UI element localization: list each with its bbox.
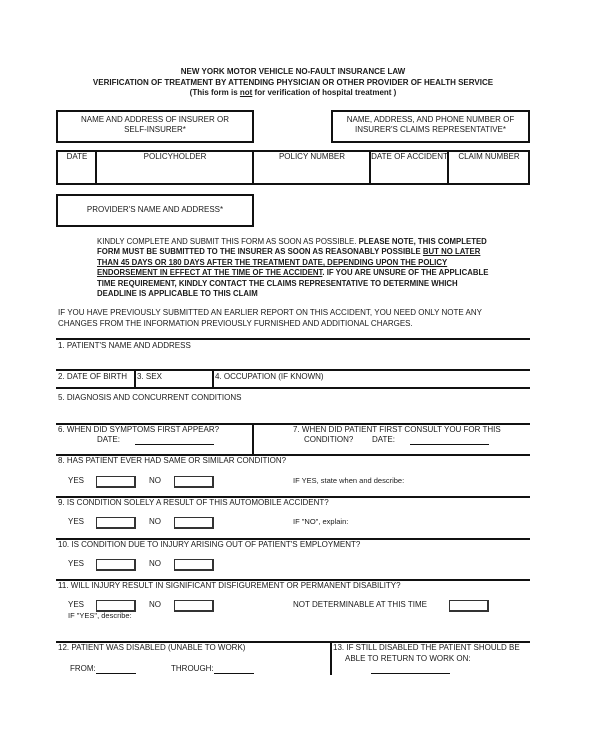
q8-no-checkbox[interactable] xyxy=(174,476,214,488)
no-label: NO xyxy=(149,600,161,609)
q10-yes-checkbox[interactable] xyxy=(96,559,136,571)
col-claim-number: CLAIM NUMBER xyxy=(458,152,520,161)
q10-no-checkbox[interactable] xyxy=(174,559,214,571)
q9-yes-checkbox[interactable] xyxy=(96,517,136,529)
q11-if-yes-label: IF "YES", describe: xyxy=(68,611,132,620)
q8-if-yes-label: IF YES, state when and describe: xyxy=(293,476,405,485)
q7-date-field[interactable] xyxy=(410,444,489,445)
q1-label: 1. PATIENT'S NAME AND ADDRESS xyxy=(58,341,191,350)
return-to-work-date-field[interactable] xyxy=(371,673,450,674)
q11-not-determinable-label: NOT DETERMINABLE AT THIS TIME xyxy=(293,600,427,609)
form-subtitle: VERIFICATION OF TREATMENT BY ATTENDING PHYSICIAN OR OTHER PROVIDER OF HEALTH SERVICE xyxy=(92,78,494,87)
q9-if-no-label: IF "NO", explain: xyxy=(293,517,349,526)
provider-field[interactable] xyxy=(56,194,254,227)
previous-report-note: CHANGES FROM THE INFORMATION PREVIOUSLY FURNISHED AND ADDITIONAL CHARGES. xyxy=(58,319,413,328)
from-date-field[interactable] xyxy=(96,673,136,674)
q13-label: 13. IF STILL DISABLED THE PATIENT SHOULD BE xyxy=(333,643,520,652)
q7-label-cont: CONDITION? xyxy=(304,435,354,444)
note-text: for verification of hospital treatment ) xyxy=(252,88,397,97)
q7-label: 7. WHEN DID PATIENT FIRST CONSULT YOU FOR THIS xyxy=(293,425,501,434)
q5-label: 5. DIAGNOSIS AND CONCURRENT CONDITIONS xyxy=(58,393,242,402)
yes-label: YES xyxy=(68,517,85,526)
q10-label: 10. IS CONDITION DUE TO INJURY ARISING OUT OF PATIENT'S EMPLOYMENT? xyxy=(58,540,361,549)
from-label: FROM: xyxy=(70,664,96,673)
through-date-field[interactable] xyxy=(214,673,254,674)
yes-label: YES xyxy=(68,559,85,568)
q7-date-label: DATE: xyxy=(372,435,395,444)
q8-label: 8. HAS PATIENT EVER HAD SAME OR SIMILAR CONDITION? xyxy=(58,456,287,465)
claims-rep-label: NAME, ADDRESS, AND PHONE NUMBER OF INSURER'S CLAIMS REPRESENTATIVE* xyxy=(346,115,515,134)
submission-notice xyxy=(97,237,497,299)
q11-no-checkbox[interactable] xyxy=(174,600,214,612)
insurer-field[interactable] xyxy=(56,110,254,143)
through-label: THROUGH: xyxy=(171,664,214,673)
note-emphasis: not xyxy=(239,88,253,97)
previous-report-note: IF YOU HAVE PREVIOUSLY SUBMITTED AN EARLIER REPORT ON THIS ACCIDENT, YOU NEED ONLY NOTE ANY xyxy=(58,308,482,317)
q6-date-field[interactable] xyxy=(135,444,214,445)
col-date-of-accident: DATE OF ACCIDENT xyxy=(371,152,448,161)
note-text: (This form is xyxy=(189,88,240,97)
q3-label: 3. SEX xyxy=(137,372,162,381)
col-policyholder: POLICYHOLDER xyxy=(143,152,207,161)
no-label: NO xyxy=(149,517,161,526)
q9-label: 9. IS CONDITION SOLELY A RESULT OF THIS AUTOMOBILE ACCIDENT? xyxy=(58,498,329,507)
notice-deadline: BUT NO LATER THAN 45 DAYS OR 180 DAYS AFTER THE TREATMENT DATE, DEPENDING UPON THE POLICY ENDORSEMENT IN EFFECT AT THE TIME OF THE ACCIDENT xyxy=(97,247,481,278)
no-label: NO xyxy=(149,559,161,568)
no-label: NO xyxy=(149,476,161,485)
q12-label: 12. PATIENT WAS DISABLED (UNABLE TO WORK) xyxy=(58,643,246,652)
insurer-label: NAME AND ADDRESS OF INSURER OR SELF-INSURER* xyxy=(80,115,230,134)
claims-rep-field[interactable] xyxy=(331,110,530,143)
provider-label: PROVIDER'S NAME AND ADDRESS* xyxy=(86,205,224,214)
q11-label: 11. WILL INJURY RESULT IN SIGNIFICANT DISFIGUREMENT OR PERMANENT DISABILITY? xyxy=(58,581,401,590)
yes-label: YES xyxy=(68,476,85,485)
form-note xyxy=(40,88,546,98)
notice-text: . IF YOU ARE UNSURE OF THE APPLICABLE TIME REQUIREMENT, KINDLY CONTACT THE CLAIMS REPRESENTATIVE TO DETERMINE WHICH DEADLINE IS APPLICABLE TO THIS CLAIM xyxy=(97,268,489,299)
col-date: DATE xyxy=(66,152,88,161)
q4-label: 4. OCCUPATION (IF KNOWN) xyxy=(215,372,324,381)
q2-label: 2. DATE OF BIRTH xyxy=(58,372,128,381)
q9-no-checkbox[interactable] xyxy=(174,517,214,529)
q6-label: 6. WHEN DID SYMPTOMS FIRST APPEAR? xyxy=(58,425,220,434)
q8-yes-checkbox[interactable] xyxy=(96,476,136,488)
q11-not-determinable-checkbox[interactable] xyxy=(449,600,489,612)
notice-text: KINDLY COMPLETE AND SUBMIT THIS FORM AS SOON AS POSSIBLE. xyxy=(97,237,359,246)
col-policy-number: POLICY NUMBER xyxy=(278,152,346,161)
q6-date-label: DATE: xyxy=(97,435,120,444)
q13-label-cont: ABLE TO RETURN TO WORK ON: xyxy=(345,654,471,663)
notice-text: PLEASE NOTE, THIS COMPLETED FORM MUST BE SUBMITTED TO THE INSURER AS SOON AS REASONABLY POSSIBLE xyxy=(97,237,487,257)
form-title: NEW YORK MOTOR VEHICLE NO-FAULT INSURANCE LAW xyxy=(180,67,406,76)
yes-label: YES xyxy=(68,600,85,609)
